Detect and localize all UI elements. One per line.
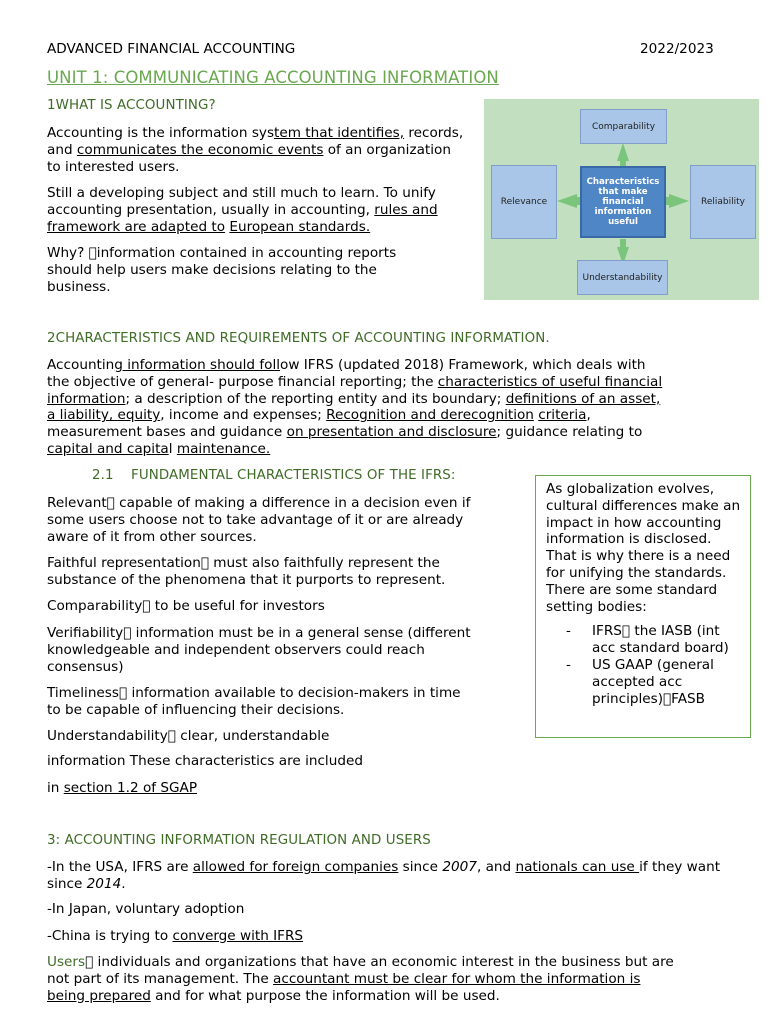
text-line: Relevant capable of making a difference in a decision even if [47, 495, 463, 511]
text-line: business. [47, 278, 111, 295]
china-line [47, 928, 303, 945]
text-run: not part of its management. The [47, 970, 274, 987]
underlined-text: definitions of an asset, [505, 390, 661, 407]
text-run: and [47, 141, 77, 158]
arrow-right-icon [669, 194, 689, 208]
text-line: should help users make decisions relating to the [47, 261, 377, 278]
underlined-text: g information should foll [114, 357, 281, 373]
underlined-text: rules and [374, 201, 438, 218]
text-run: in [47, 780, 64, 796]
text-run: ; a description of the reporting entity and its boundary; [125, 390, 506, 407]
text-line: Faithful representation must also faithfully represent the [47, 555, 432, 571]
comparability-box: Comparability [580, 109, 667, 144]
list-item: - US GAAP (general accepted acc principles) FASB [566, 657, 742, 707]
text-line: knowledgeable and independent observers could reach [47, 641, 425, 658]
verifiability-paragraph [47, 625, 527, 675]
text-run: l [168, 440, 177, 457]
text-run: since [398, 859, 443, 875]
section-1-paragraph-3 [47, 245, 487, 295]
section-1-paragraph-1 [47, 125, 487, 175]
text-line: to be capable of influencing their decisions. [47, 701, 345, 718]
text-run: if they want [639, 859, 721, 875]
comparability-paragraph: Comparability to be useful for investors [47, 598, 317, 614]
characteristics-info-line: information These characteristics are included [47, 753, 363, 769]
section-1-paragraph-2 [47, 185, 487, 235]
globalization-sidebox [535, 475, 751, 738]
reliability-box: Reliability [690, 165, 756, 239]
text-run: measurement bases and guidance [47, 424, 287, 441]
text-line: Timeliness information available to decision-makers in time [47, 685, 453, 701]
underlined-text: being prepared [47, 987, 151, 1004]
text-run: -In the USA, IFRS are [47, 859, 193, 875]
section-1-heading: 1WHAT IS ACCOUNTING? [47, 98, 216, 113]
underlined-text: communicates the economic events [76, 141, 324, 158]
underlined-text: Recognition and derecognition [326, 407, 534, 424]
text-run: Accountin [47, 357, 115, 373]
year-italic: 2014 [86, 875, 122, 892]
underlined-text: allowed for foreign companies [192, 859, 399, 875]
text-run: , [586, 407, 591, 424]
text-line: some users choose not to take advantage of it or are already [47, 511, 464, 528]
section-2-heading: 2CHARACTERISTICS AND REQUIREMENTS OF ACCOUNTING INFORMATION. [47, 331, 550, 346]
unit-title: UNIT 1: COMMUNICATING ACCOUNTING INFORMATION [47, 68, 499, 87]
text-line: aware of it from other sources. [47, 528, 257, 545]
underlined-text: information [47, 390, 126, 407]
section-reference-link: section 1.2 of SGAP [63, 780, 198, 796]
underlined-text: a liability, equity [47, 407, 161, 424]
usa-paragraph [47, 859, 757, 893]
understandability-box: Understandability [577, 260, 668, 295]
timeliness-paragraph [47, 685, 527, 719]
year-italic: 2007 [442, 859, 477, 875]
text-run: records, [404, 125, 464, 141]
relevance-box: Relevance [491, 165, 557, 239]
underlined-text: framework are adapted to [47, 218, 226, 235]
course-title: ADVANCED FINANCIAL ACCOUNTING [47, 41, 296, 57]
text-line: Why? information contained in accounting reports [47, 245, 388, 261]
relevant-paragraph [47, 495, 527, 545]
understandability-paragraph: Understandability clear, understandable [47, 728, 322, 744]
section-reference-line [47, 780, 197, 797]
text-run: ; guidance relating to [496, 424, 643, 441]
faithful-paragraph [47, 555, 527, 589]
text-run: individuals and organizations that have an economic interest in the business but are [85, 954, 666, 970]
text-run: accounting presentation, usually in accounting, [47, 201, 375, 218]
underlined-text: characteristics of useful financial [437, 373, 663, 390]
arrow-down-shaft [620, 239, 626, 249]
arrow-up-icon [617, 143, 629, 161]
section-2-1-heading: 2.1 FUNDAMENTAL CHARACTERISTICS OF THE IFRS: [92, 468, 456, 483]
characteristics-diagram [484, 99, 759, 300]
underlined-text: criteria [538, 407, 587, 424]
academic-year: 2022/2023 [640, 41, 714, 57]
text-line: substance of the phenomena that it purports to represent. [47, 571, 446, 588]
underlined-text: nationals can use [515, 859, 640, 875]
text-run: Accounting is the information sys [47, 125, 275, 141]
text-run: . [121, 875, 126, 892]
text-run: since [47, 875, 87, 892]
section-3-heading: 3: ACCOUNTING INFORMATION REGULATION AND USERS [47, 833, 431, 848]
underlined-text: on presentation and disclosure [286, 424, 497, 441]
users-term: Users [47, 954, 86, 970]
text-line: Verifiability information must be in a general sense (different [47, 625, 463, 641]
text-run: and for what purpose the information will be used. [150, 987, 500, 1004]
underlined-text: accountant must be clear for whom the information is [273, 970, 641, 987]
center-characteristics-box: Characteristics that make financial information useful [580, 166, 666, 238]
underlined-text: maintenance. [176, 440, 271, 457]
section-2-paragraph [47, 357, 747, 458]
text-line: to interested users. [47, 158, 180, 175]
underlined-text: converge with IFRS [172, 928, 304, 944]
underlined-text: European standards. [229, 218, 371, 235]
standard-bodies-list [546, 623, 742, 707]
text-run: ow IFRS (updated 2018) Framework, which deals with [280, 357, 646, 373]
japan-line: -In Japan, voluntary adoption [47, 901, 245, 917]
text-run: -China is trying to [47, 928, 173, 944]
list-item: - IFRS the IASB (int acc standard board) [566, 623, 742, 657]
underlined-text: capital and capita [47, 440, 169, 457]
sidebox-text: As globalization evolves, cultural differences make an impact in how accounting information is disclosed. That is why there is a need for unifying the standards. There are some standard setting bodies: [546, 481, 741, 615]
text-run: , and [476, 859, 516, 875]
users-paragraph [47, 954, 757, 1004]
text-line: consensus) [47, 658, 124, 675]
text-line: Still a developing subject and still much to learn. To unify [47, 185, 436, 201]
text-run: of an organization [323, 141, 451, 158]
text-run: , income and expenses; [160, 407, 327, 424]
text-run: the objective of general- purpose financial reporting; the [47, 373, 438, 390]
arrow-left-icon [557, 194, 577, 208]
underlined-text: tem that identifies, [274, 125, 405, 141]
